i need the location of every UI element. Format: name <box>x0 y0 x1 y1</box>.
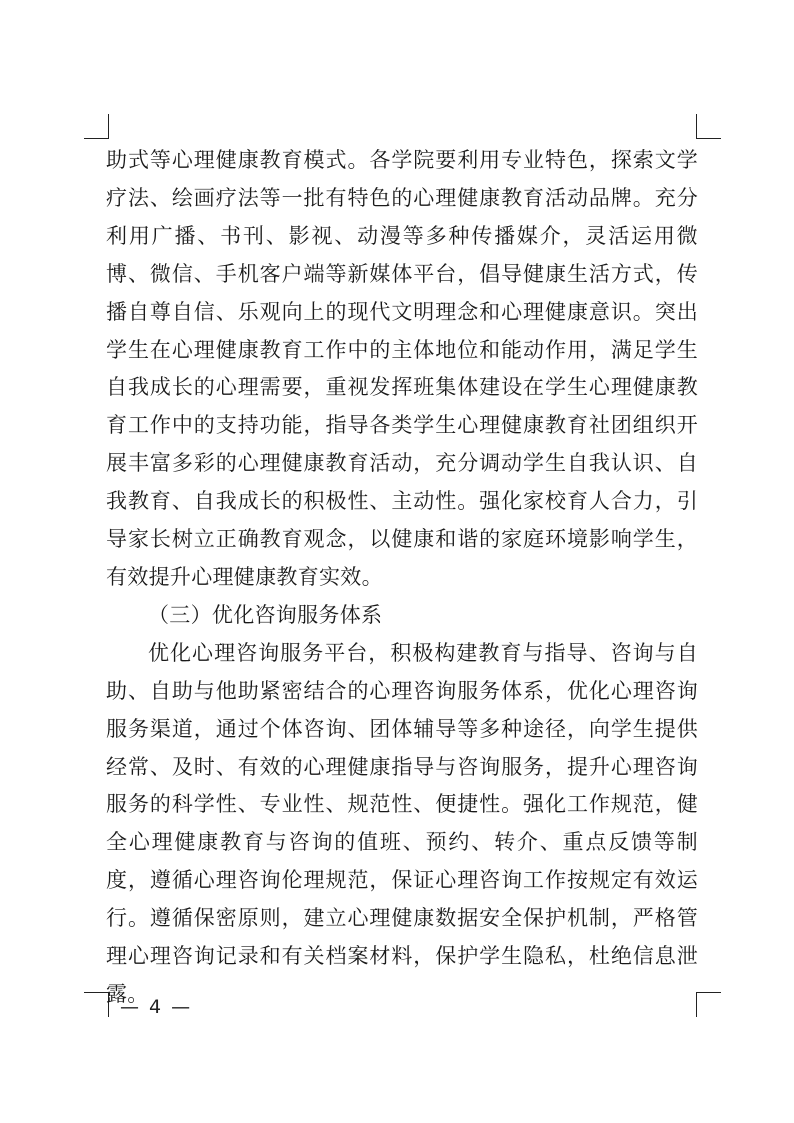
crop-mark-bottom-right <box>696 992 721 1017</box>
page-number: — 4 — <box>120 996 193 1018</box>
page-body <box>106 142 698 1014</box>
continuation-paragraph: 助式等心理健康教育模式。各学院要利用专业特色，探索文学疗法、绘画疗法等一批有特色的心理健康教育活动品牌。充分利用广播、书刊、影视、动漫等多种传播媒介，灵活运用微博、微信、手机客户端等新媒体平台，倡导健康生活方式，传播自尊自信、乐观向上的现代文明理念和心理健康意识。突出学生在心理健康教育工作中的主体地位和能动作用，满足学生自我成长的心理需要，重视发挥班集体建设在学生心理健康教育工作中的支持功能，指导各类学生心理健康教育社团组织开展丰富多彩的心理健康教育活动，充分调动学生自我认识、自我教育、自我成长的积极性、主动性。强化家校育人合力，引导家长树立正确教育观念，以健康和谐的家庭环境影响学生，有效提升心理健康教育实效。 <box>106 148 698 589</box>
body-paragraph: 优化心理咨询服务平台，积极构建教育与指导、咨询与自助、自助与他助紧密结合的心理咨询服务体系，优化心理咨询服务渠道，通过个体咨询、团体辅导等多种途径，向学生提供经常、及时、有效的心理健康指导与咨询服务，提升心理咨询服务的科学性、专业性、规范性、便捷性。强化工作规范，健全心理健康教育与咨询的值班、预约、转介、重点反馈等制度，遵循心理咨询伦理规范，保证心理咨询工作按规定有效运行。遵循保密原则，建立心理健康数据安全保护机制，严格管理心理咨询记录和有关档案材料，保护学生隐私，杜绝信息泄露。 <box>106 640 698 1006</box>
crop-mark-top-right <box>696 114 721 139</box>
crop-mark-top-left <box>84 114 109 139</box>
section-heading: （三）优化咨询服务体系 <box>148 602 383 627</box>
